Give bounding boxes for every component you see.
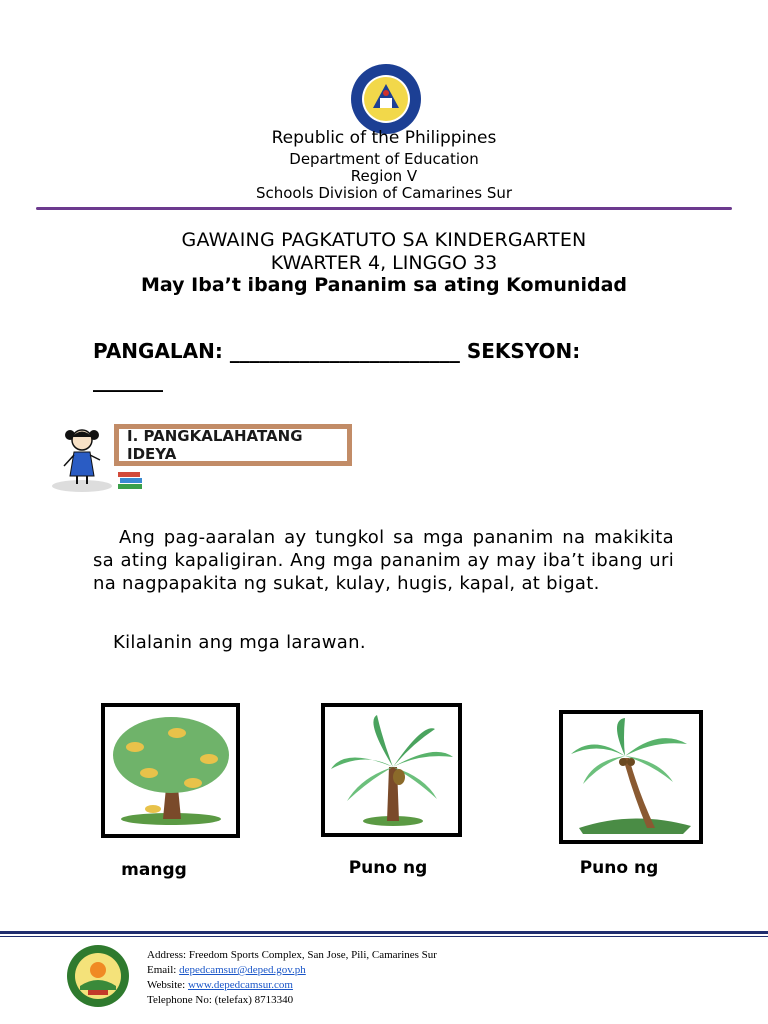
- email-link[interactable]: depedcamsur@deped.gov.ph: [179, 964, 306, 976]
- division-seal-logo: [66, 944, 130, 1008]
- coconut-tree-picture: [559, 710, 703, 844]
- mango-tree-picture: [101, 703, 240, 838]
- banana-tree-icon: [325, 707, 458, 833]
- division-line: Schools Division of Camarines Sur: [255, 184, 513, 202]
- caption-mango: mangg: [121, 860, 187, 880]
- coconut-tree-icon: [563, 714, 699, 840]
- caption-coconut: Puno ng: [579, 858, 659, 878]
- intro-paragraph: Ang pag-aaralan ay tungkol sa mga pananim na makikita sa ating kapaligiran. Ang mga pananim ay may iba’t ibang uri na nagpapakita ng sukat, kulay, hugis, kapal, at bigat.: [93, 527, 674, 594]
- deped-seal-logo: [349, 62, 423, 136]
- instruction-text: Kilalanin ang mga larawan.: [113, 632, 366, 653]
- banana-tree-picture: [321, 703, 462, 837]
- header-divider: [36, 207, 732, 210]
- department-line: Department of Education: [289, 150, 479, 168]
- footer-address: Address: Freedom Sports Complex, San Jose, Pili, Camarines Sur: [147, 949, 437, 961]
- mango-tree-icon: [105, 707, 236, 834]
- section-blank: _______: [93, 368, 163, 392]
- lesson-title: May Iba’t ibang Pananim sa ating Komunidad: [141, 274, 627, 296]
- name-section-line: PANGALAN: _______________________ SEKSYON:: [93, 339, 581, 363]
- footer-divider-thin: [0, 936, 768, 937]
- republic-line: Republic of the Philippines: [271, 128, 497, 148]
- footer-email: Email: depedcamsur@deped.gov.ph: [147, 964, 306, 976]
- worksheet-title: GAWAING PAGKATUTO SA KINDERGARTEN: [181, 229, 587, 251]
- footer-website: Website: www.depedcamsur.com: [147, 979, 293, 991]
- website-link[interactable]: www.depedcamsur.com: [187, 979, 293, 991]
- footer-divider: [0, 931, 768, 934]
- banner-label: I. PANGKALAHATANG IDEYA: [119, 429, 347, 461]
- region-line: Region V: [350, 167, 418, 185]
- section-banner: [32, 420, 362, 500]
- caption-banana: Puno ng: [348, 858, 428, 878]
- books-icon: [116, 470, 146, 492]
- footer-telephone: Telephone No: (telefax) 8713340: [147, 994, 294, 1006]
- quarter-week: KWARTER 4, LINGGO 33: [270, 252, 498, 274]
